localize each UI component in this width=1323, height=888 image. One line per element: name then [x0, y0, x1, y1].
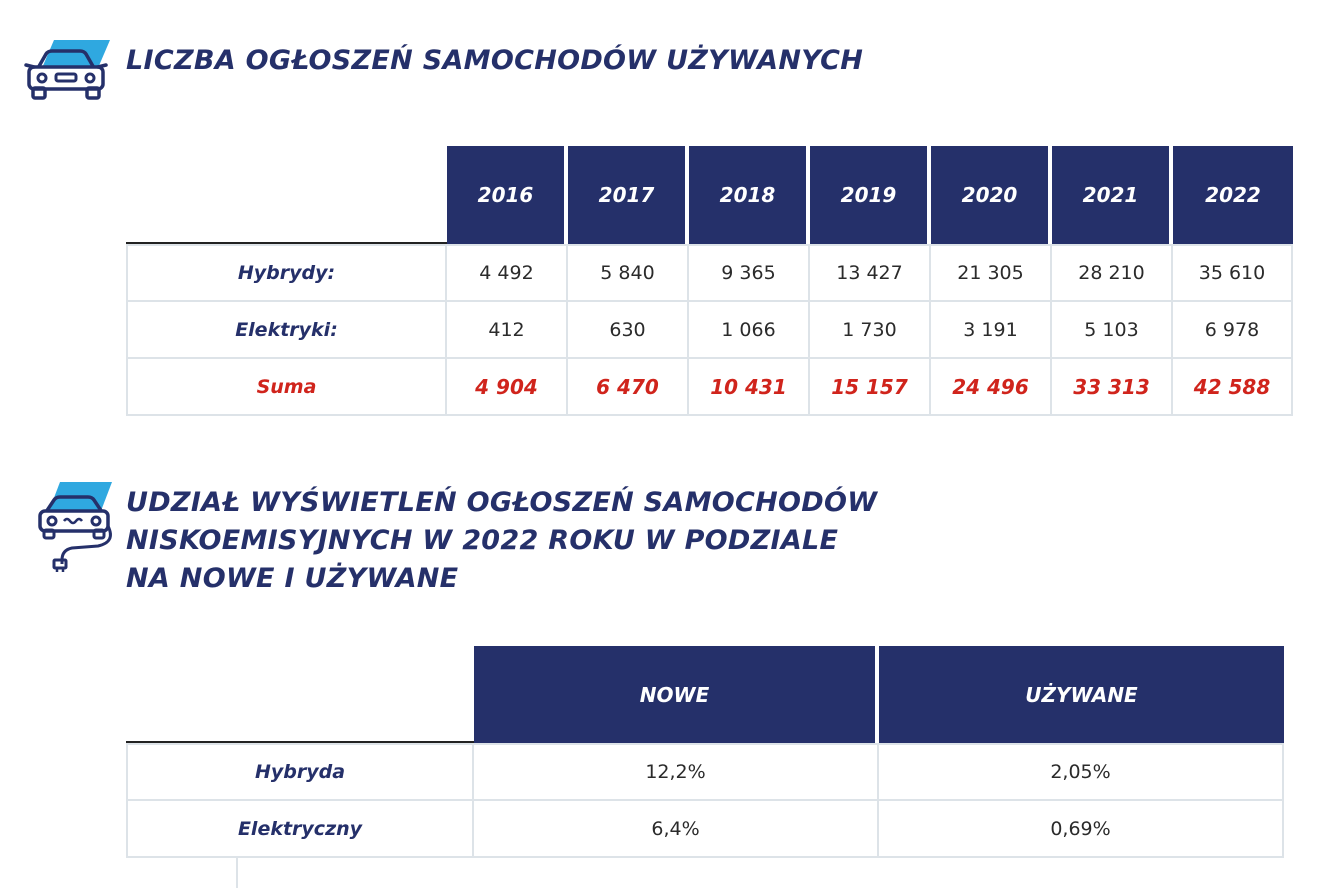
low-emission-share-table	[126, 646, 1284, 858]
row-label-elektryki: Elektryki:	[126, 302, 447, 359]
year-header: 2021	[1052, 146, 1173, 244]
table-cell: 28 210	[1052, 244, 1173, 302]
table-row	[126, 801, 1284, 858]
sum-cell: 6 470	[568, 359, 689, 416]
table-row	[126, 244, 1293, 302]
table-cell: 2,05%	[879, 743, 1284, 801]
table-cell: 12,2%	[474, 743, 879, 801]
table-cell: 5 840	[568, 244, 689, 302]
section2-title-line: NA NOWE I UŻYWANE	[126, 563, 459, 594]
table-cell: 35 610	[1173, 244, 1293, 302]
electric-car-plug-icon	[38, 480, 118, 572]
table-cell: 4 492	[447, 244, 568, 302]
used-car-listings-table	[126, 146, 1293, 416]
year-header: 2020	[931, 146, 1052, 244]
column-header-nowe: NOWE	[474, 646, 879, 743]
section2-title	[126, 484, 877, 598]
table-cell: 13 427	[810, 244, 931, 302]
sum-cell: 42 588	[1173, 359, 1293, 416]
used-car-icon	[24, 38, 112, 102]
year-header: 2018	[689, 146, 810, 244]
table-cell: 9 365	[689, 244, 810, 302]
section2-title-line: UDZIAŁ WYŚWIETLEŃ OGŁOSZEŃ SAMOCHODÓW	[126, 487, 878, 518]
table-row	[126, 743, 1284, 801]
row-label-hybryda: Hybryda	[126, 743, 474, 801]
table1-corner	[126, 146, 447, 244]
sum-cell: 33 313	[1052, 359, 1173, 416]
year-header: 2022	[1173, 146, 1293, 244]
row-label-suma: Suma	[126, 359, 447, 416]
table-cell: 1 066	[689, 302, 810, 359]
table-cell: 1 730	[810, 302, 931, 359]
table-row	[126, 302, 1293, 359]
year-header: 2019	[810, 146, 931, 244]
sum-cell: 15 157	[810, 359, 931, 416]
table-cell: 21 305	[931, 244, 1052, 302]
sum-cell: 4 904	[447, 359, 568, 416]
row-label-hybrydy: Hybrydy:	[126, 244, 447, 302]
table-cell: 630	[568, 302, 689, 359]
year-header: 2016	[447, 146, 568, 244]
table-cell: 3 191	[931, 302, 1052, 359]
table-cell: 6 978	[1173, 302, 1293, 359]
table-cell: 6,4%	[474, 801, 879, 858]
row-label-elektryczny: Elektryczny	[126, 801, 474, 858]
table-cell: 0,69%	[879, 801, 1284, 858]
divider-line	[236, 858, 238, 888]
table-row-sum	[126, 359, 1293, 416]
table-cell: 412	[447, 302, 568, 359]
year-header: 2017	[568, 146, 689, 244]
table2-corner	[126, 646, 474, 743]
table-cell: 5 103	[1052, 302, 1173, 359]
sum-cell: 10 431	[689, 359, 810, 416]
section1-title: LICZBA OGŁOSZEŃ SAMOCHODÓW UŻYWANYCH	[126, 45, 864, 76]
section2-title-line: NISKOEMISYJNYCH W 2022 ROKU W PODZIALE	[126, 525, 839, 556]
sum-cell: 24 496	[931, 359, 1052, 416]
column-header-uzywane: UŻYWANE	[879, 646, 1284, 743]
